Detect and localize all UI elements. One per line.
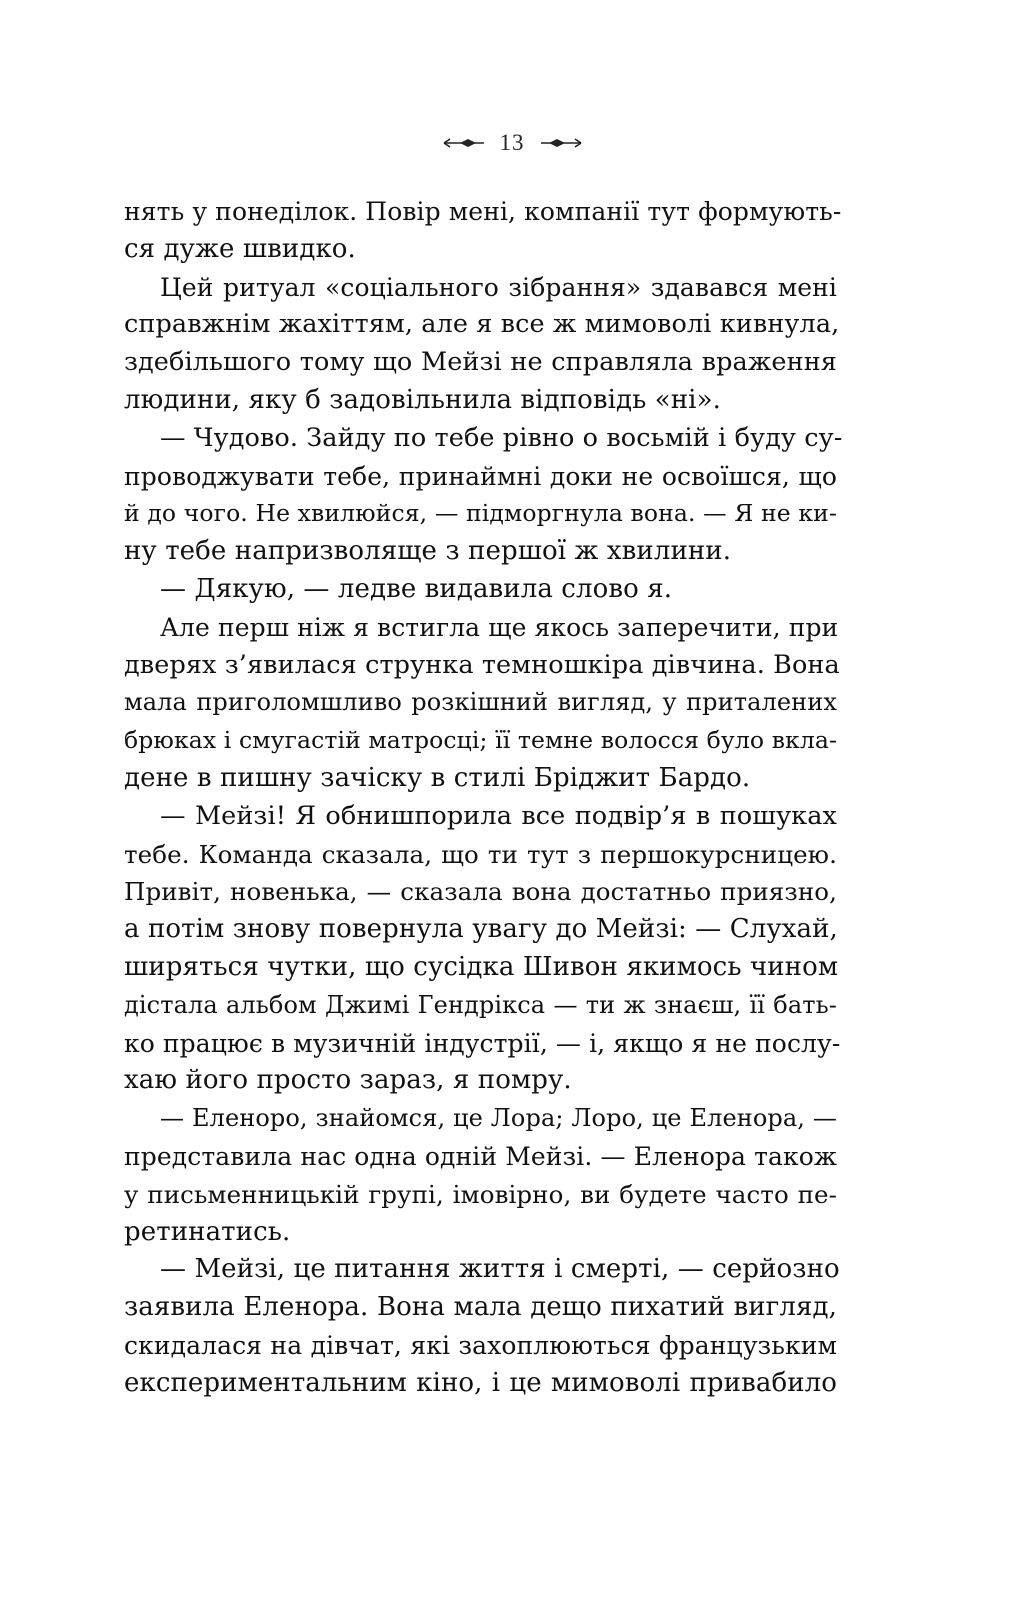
text-line: дене в пишну зачіску в стилі Бріджит Бардо. (124, 762, 751, 793)
left-ornament-icon (442, 136, 486, 150)
text-line: експериментальним кіно, і це мимоволі привабило (124, 1367, 837, 1398)
text-line: й до чого. Не хвилюйся, — підморгнула вона. — Я не ки- (124, 499, 837, 528)
right-ornament-icon (539, 136, 583, 150)
text-line: ся дуже швидко. (124, 233, 356, 264)
text-line: хаю його просто зараз, я помру. (124, 1065, 572, 1096)
page-header (0, 128, 1024, 158)
text-line: Цей ритуал «соціального зібрання» здавався мені (160, 272, 837, 302)
text-line: мала приголомшливо розкішний вигляд, у приталених (124, 688, 837, 717)
text-line: брюках і смугастій матросці; її темне волосся було вкла- (124, 726, 837, 755)
text-line: Привіт, новенька, — сказала вона достатньо приязно, (124, 877, 837, 907)
body-text (124, 193, 843, 1403)
text-line: дверях з’явилася струнка темношкіра дівчина. Вона (124, 649, 840, 680)
text-line: — Мейзі, це питання життя і смерті, — серйозно (160, 1254, 840, 1285)
text-line: представила нас одна одній Мейзі. — Еленора також (124, 1141, 837, 1171)
text-line: Але перш ніж я встигла ще якось заперечити, при (160, 612, 839, 642)
page-number: 13 (499, 130, 525, 155)
text-line: ширяться чутки, що сусідка Шивон якимось чином (124, 951, 839, 982)
text-line: у письменницькій групі, імовірно, ви будете часто пе- (124, 1179, 837, 1209)
text-line: людини, яку б задовільнила відповідь «ні». (124, 384, 721, 415)
text-line: скидалася на дівчат, які захоплюються французьким (124, 1330, 837, 1360)
text-line: ну тебе напризволяще з першої ж хвилини. (124, 536, 732, 567)
text-line: — Чудово. Зайду по тебе рівно о восьмій і буду су- (160, 422, 843, 453)
text-line: нять у понеділок. Повір мені, компанії тут формують- (124, 197, 842, 226)
text-line: дістала альбом Джимі Гендрікса — ти ж знаєш, її бать- (124, 990, 837, 1019)
text-line: ко працює в музичній індустрії, — і, якщо я не послу- (124, 1028, 841, 1058)
text-line: — Мейзі! Я обнишпорила все подвір’я в пошуках (160, 800, 837, 831)
text-line: справжнім жахіттям, але я все ж мимоволі кивнула, (124, 309, 840, 340)
text-line: проводжувати тебе, принаймні доки не освоїшся, що (124, 461, 837, 491)
text-line: заявила Еленора. Вона мала дещо пихатий вигляд, (124, 1292, 837, 1323)
text-line: — Еленоро, знайомся, це Лора; Лоро, це Еленора, — (160, 1104, 837, 1133)
text-line: тебе. Команда сказала, що ти тут з першокурсницею. (124, 839, 837, 869)
text-line: здебільшого тому що Мейзі не справляла враження (124, 347, 837, 378)
text-line: а потім знову повернула увагу до Мейзі: — Слухай, (124, 914, 838, 945)
text-line: ретинатись. (124, 1216, 291, 1247)
text-line: — Дякую, — ледве видавила слово я. (160, 573, 673, 604)
